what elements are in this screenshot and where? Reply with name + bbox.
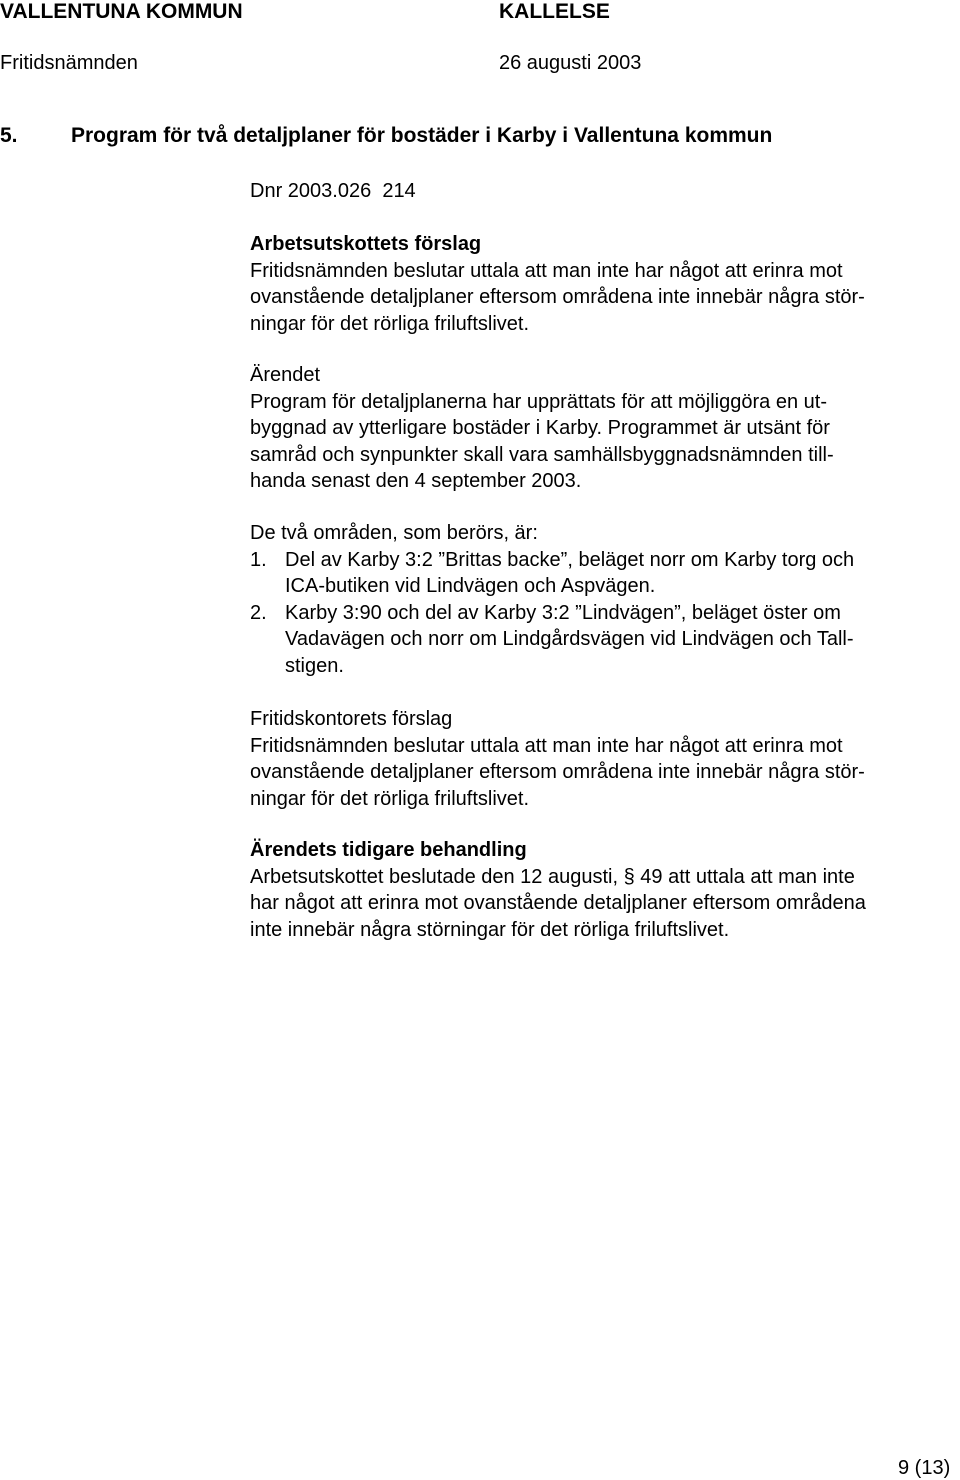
item-number: 5. (0, 124, 18, 147)
item-title: Program för två detaljplaner för bostäder i Karby i Vallentuna kommun (71, 124, 773, 147)
list-item-line: Del av Karby 3:2 ”Brittas backe”, beläget norr om Karby torg och (285, 548, 855, 571)
section-heading: Arbetsutskottets förslag (250, 233, 482, 255)
paragraph-line: byggnad av ytterligare bostäder i Karby. Programmet är utsänt för (250, 417, 830, 439)
list-item-line: Vadavägen och norr om Lindgårdsvägen vid Lindvägen och Tall- (285, 628, 854, 650)
page-number: 9 (13) (898, 1457, 951, 1479)
section-heading: Fritidskontorets förslag (250, 708, 453, 730)
paragraph-line: ovanstående detaljplaner eftersom områdena inte innebär några stör- (250, 761, 865, 783)
list-number: 2. (250, 601, 267, 624)
arbetsutskott-section (250, 231, 940, 337)
section-heading: Ärendet (250, 364, 321, 386)
areas-intro: De två områden, som berörs, är: (250, 522, 538, 544)
document-type: KALLELSE (499, 0, 610, 23)
section-heading: Ärendets tidigare behandling (250, 839, 527, 861)
meeting-date: 26 augusti 2003 (499, 52, 642, 74)
diary-number: Dnr 2003.026 214 (250, 180, 416, 202)
list-item-line: stigen. (285, 654, 344, 677)
paragraph-line: Arbetsutskottet beslutade den 12 augusti, § 49 att uttala att man inte (250, 865, 855, 888)
tidigare-section (250, 837, 940, 943)
paragraph-line: Fritidsnämnden beslutar uttala att man inte har något att erinra mot (250, 259, 843, 282)
paragraph-line: samråd och synpunkter skall vara samhällsbyggnadsnämnden till- (250, 443, 834, 466)
org-name: VALLENTUNA KOMMUN (0, 0, 243, 23)
paragraph-line: har något att erinra mot ovanstående detaljplaner eftersom områdena (250, 892, 866, 914)
arendet-section (250, 362, 940, 495)
paragraph-line: Program för detaljplanerna har upprättats för att möjliggöra en ut- (250, 390, 827, 413)
paragraph-line: Fritidsnämnden beslutar uttala att man inte har något att erinra mot (250, 734, 843, 757)
list-item (250, 600, 940, 680)
areas-section (250, 520, 940, 679)
paragraph-line: inte innebär några störningar för det rörliga friluftslivet. (250, 918, 730, 941)
paragraph-line: handa senast den 4 september 2003. (250, 470, 582, 492)
paragraph-line: ningar för det rörliga friluftslivet. (250, 312, 530, 335)
fritidskontor-section (250, 706, 940, 812)
paragraph-line: ovanstående detaljplaner eftersom områdena inte innebär några stör- (250, 286, 865, 308)
list-item-line: Karby 3:90 och del av Karby 3:2 ”Lindvägen”, beläget öster om (285, 601, 841, 624)
list-item (250, 547, 940, 600)
list-item-line: ICA-butiken vid Lindvägen och Aspvägen. (285, 575, 656, 597)
paragraph-line: ningar för det rörliga friluftslivet. (250, 787, 530, 810)
committee-name: Fritidsnämnden (0, 52, 138, 74)
list-number: 1. (250, 548, 267, 571)
